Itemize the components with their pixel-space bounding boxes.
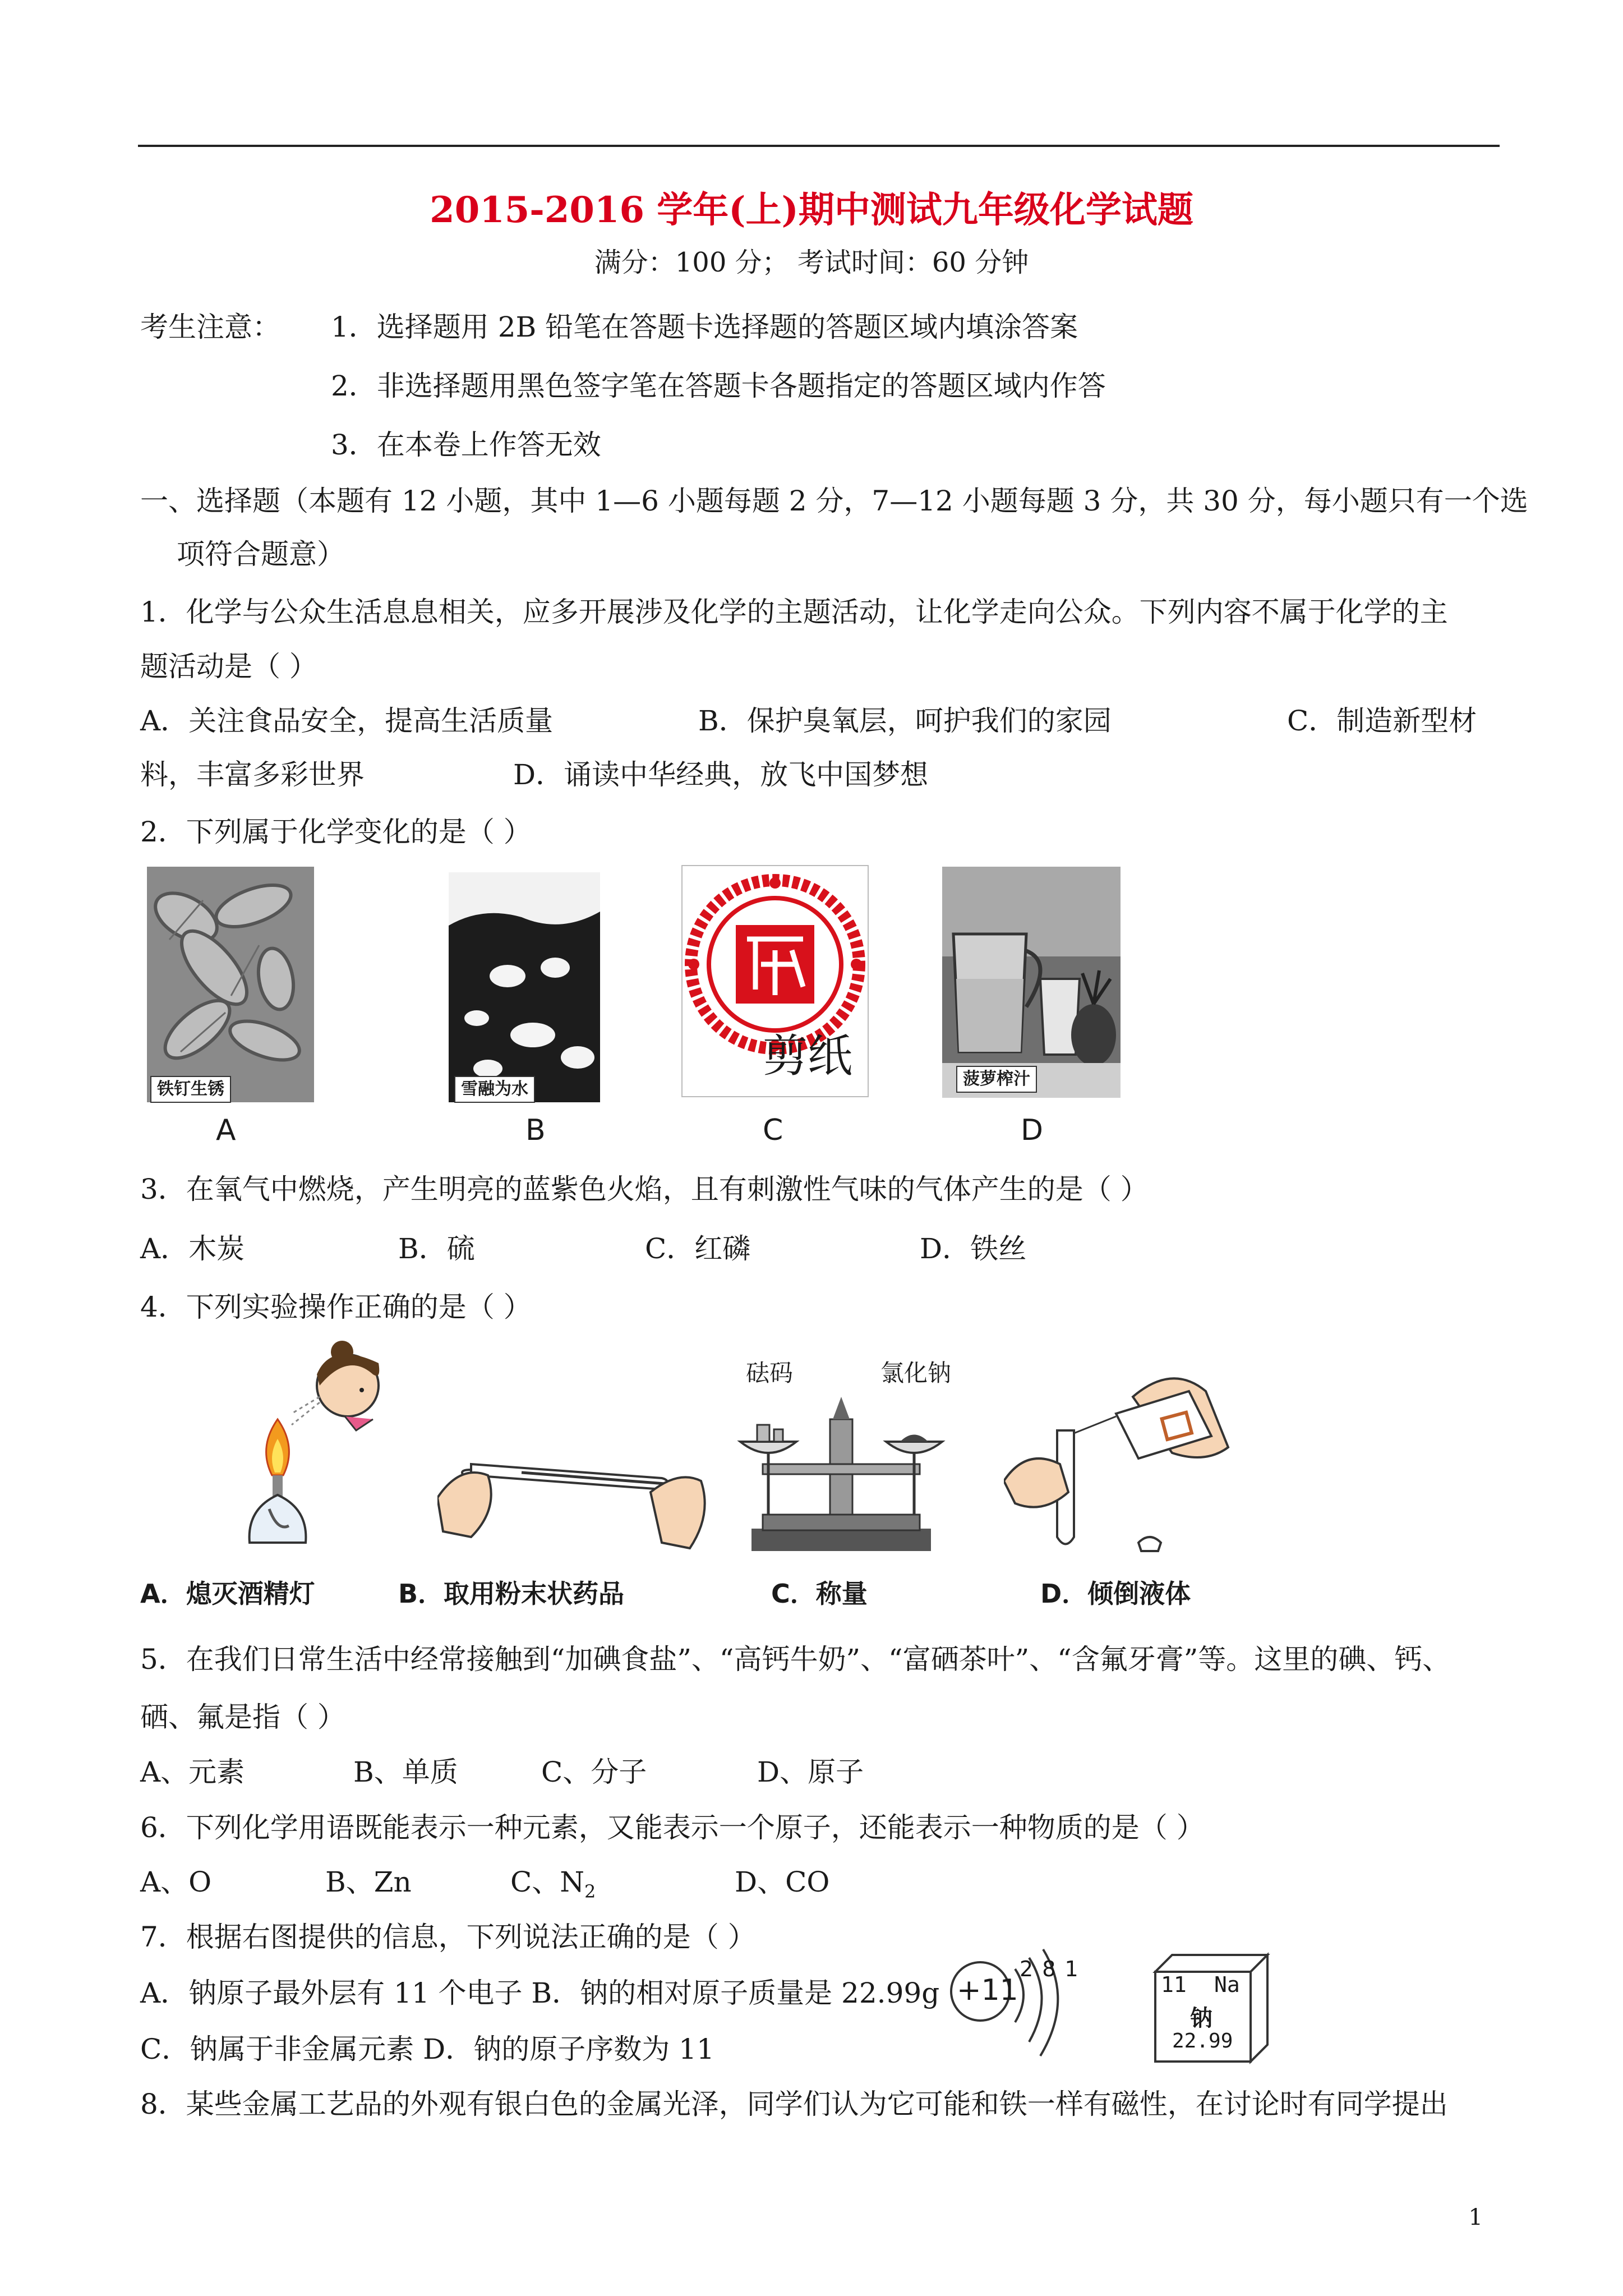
q1-option-a: A．关注食品安全，提高生活质量 <box>140 705 554 737</box>
q4-caption-d: D．倾倒液体 <box>1040 1579 1191 1609</box>
q3-option-b: B．硫 <box>398 1232 475 1265</box>
q5-option-b: B、单质 <box>353 1756 458 1788</box>
nucleus-charge: +11 <box>957 1973 1018 2007</box>
image-b-caption: 雪融为水 <box>454 1076 535 1103</box>
q3-option-c: C．红磷 <box>645 1232 751 1265</box>
q6-option-c: C、$N_2$ <box>510 1866 596 1902</box>
q3-option-d: D．铁丝 <box>920 1232 1027 1265</box>
q1-stem-cont: 题活动是（ ） <box>140 650 317 683</box>
weight-label: 砝码 <box>746 1359 794 1387</box>
q1-option-c-cont: 料，丰富多彩世界 <box>140 758 365 791</box>
element-symbol: Na <box>1214 1972 1240 1997</box>
image-c-letter: C <box>763 1114 783 1147</box>
q1-option-d: D．诵读中华经典，放飞中国梦想 <box>513 758 929 791</box>
q3-stem: 3．在氧气中燃烧，产生明亮的蓝紫色火焰，且有刺激性气味的气体产生的是（ ） <box>140 1173 1149 1205</box>
q4-caption-c: C．称量 <box>771 1579 868 1609</box>
image-a-caption: 铁钉生锈 <box>150 1076 231 1103</box>
q4-stem: 4．下列实验操作正确的是（ ） <box>140 1291 532 1323</box>
q7-stem: 7．根据右图提供的信息，下列说法正确的是（ ） <box>140 1921 756 1953</box>
q5-option-c: C、分子 <box>541 1756 647 1788</box>
q6-option-d: D、CO <box>735 1866 830 1898</box>
rusty-nails-image <box>147 867 314 1102</box>
pineapple-juice-image <box>942 867 1121 1098</box>
q1-option-c: C．制造新型材 <box>1287 705 1477 737</box>
q8-stem: 8．某些金属工艺品的外观有银白色的金属光泽，同学们认为它可能和铁一样有磁性，在讨论时有同学提出 <box>140 2088 1448 2120</box>
q1-stem: 1．化学与公众生活息息相关，应多开展涉及化学的主题活动，让化学走向公众。下列内容不属于化学的主 <box>140 596 1448 628</box>
notice-item-1: 1．选择题用 2B 铅笔在答题卡选择题的答题区域内填涂答案 <box>331 311 1078 343</box>
atomic-number: 11 <box>1161 1972 1187 1997</box>
q3-option-a: A．木炭 <box>140 1232 245 1265</box>
notice-item-3: 3．在本卷上作答无效 <box>331 429 601 461</box>
section-heading: 一、选择题（本题有 12 小题，其中 1—6 小题每题 2 分，7—12 小题每题 3 分，共 30 分，每小题只有一个选 <box>140 485 1528 517</box>
balance-figure <box>729 1386 953 1554</box>
sodium-atom-diagram <box>948 1947 1094 2064</box>
image-a-letter: A <box>216 1114 236 1147</box>
atomic-mass: 22.99 <box>1172 2030 1233 2053</box>
sodium-element-card <box>1150 1952 1279 2064</box>
image-d-letter: D <box>1021 1114 1044 1147</box>
page-number: 1 <box>1468 2205 1483 2230</box>
section-heading-cont: 项符合题意） <box>177 538 345 570</box>
q5-option-d: D、原子 <box>757 1756 864 1788</box>
electron-shells: 2 8 1 <box>1020 1957 1080 1981</box>
q7-options-ab: A．钠原子最外层有 11 个电子 B．钠的相对原子质量是 22.99g <box>140 1977 940 2009</box>
image-b-letter: B <box>525 1114 546 1147</box>
image-c-caption: 剪纸 <box>763 1030 852 1082</box>
alcohol-lamp-figure <box>236 1341 404 1565</box>
q7-options-cd: C．钠属于非金属元素 D．钠的原子序数为 11 <box>140 2033 714 2065</box>
q5-stem: 5．在我们日常生活中经常接触到“加碘食盐”、“高钙牛奶”、“富硒茶叶”、“含氟牙膏”等。这里的碘、钙、 <box>140 1643 1451 1676</box>
notice-item-2: 2．非选择题用黑色签字笔在答题卡各题指定的答题区域内作答 <box>331 370 1106 402</box>
salt-label: 氯化钠 <box>880 1359 952 1387</box>
notice-label: 考生注意： <box>140 311 280 343</box>
q6-option-b: B、Zn <box>325 1866 412 1898</box>
q4-caption-a: A．熄灭酒精灯 <box>140 1579 315 1609</box>
q6-stem: 6．下列化学用语既能表示一种元素，又能表示一个原子，还能表示一种物质的是（ ） <box>140 1811 1205 1844</box>
pour-liquid-figure <box>1004 1352 1239 1559</box>
q4-caption-b: B．取用粉末状药品 <box>398 1579 625 1609</box>
q5-stem-cont: 硒、氟是指（ ） <box>140 1701 345 1733</box>
q5-option-a: A、元素 <box>140 1756 245 1788</box>
q1-option-b: B．保护臭氧层，呵护我们的家园 <box>698 705 1112 737</box>
q6-option-a: A、O <box>140 1866 212 1898</box>
page-title: 2015-2016 学年(上)期中测试九年级化学试题 <box>430 189 1193 231</box>
q2-stem: 2．下列属于化学变化的是（ ） <box>140 816 532 848</box>
melting-snow-image <box>449 872 600 1102</box>
header-rule <box>138 145 1500 147</box>
image-d-caption: 菠萝榨汁 <box>956 1066 1037 1093</box>
powder-test-tube-figure <box>437 1425 712 1554</box>
element-name: 钠 <box>1190 2005 1212 2031</box>
exam-info: 满分：100 分； 考试时间：60 分钟 <box>594 247 1029 278</box>
